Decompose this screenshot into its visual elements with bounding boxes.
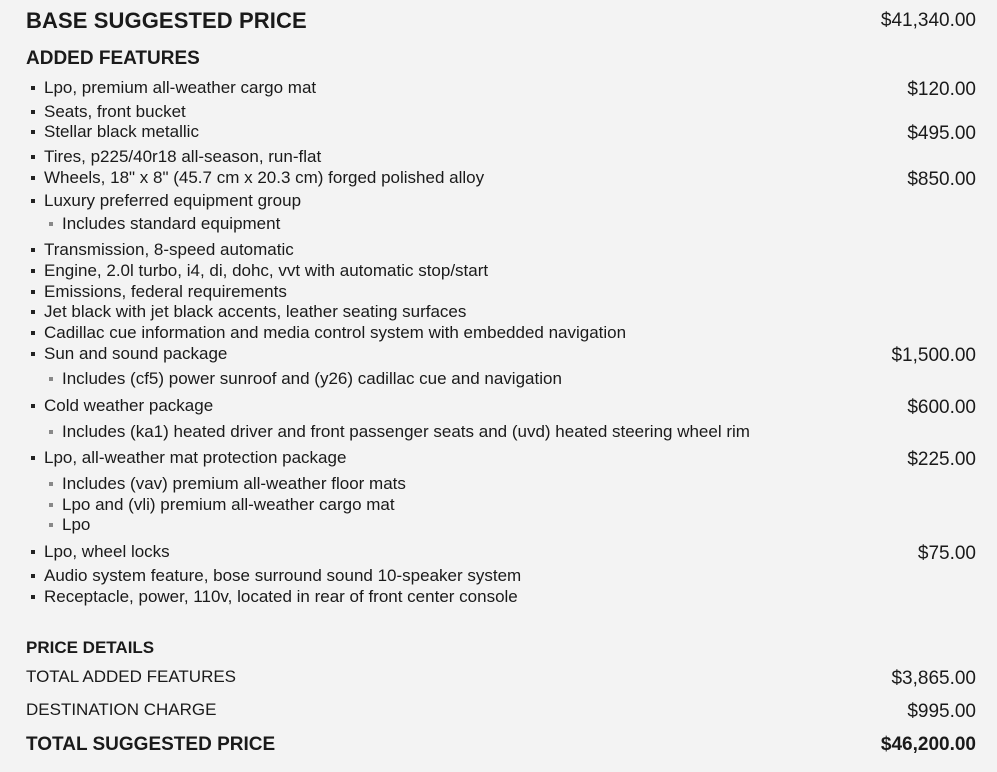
total-label: TOTAL SUGGESTED PRICE	[26, 734, 276, 755]
feature-item	[0, 191, 997, 213]
feature-item	[0, 78, 997, 100]
bullet-icon	[31, 130, 35, 134]
feature-sublabel: Includes standard equipment	[62, 214, 281, 233]
bullet-icon	[31, 456, 35, 460]
feature-sublabel: Includes (vav) premium all-weather floor mats	[62, 474, 406, 493]
feature-price: $495.00	[907, 123, 976, 144]
sub-bullet-icon	[49, 523, 53, 527]
total-added-label: TOTAL ADDED FEATURES	[26, 667, 237, 686]
bullet-icon	[31, 550, 35, 554]
feature-label: Stellar black metallic	[44, 122, 199, 141]
feature-label: Lpo, all-weather mat protection package	[44, 448, 347, 467]
base-price-row	[0, 8, 997, 36]
feature-subitem	[0, 495, 997, 517]
sub-bullet-icon	[49, 222, 53, 226]
destination-label: DESTINATION CHARGE	[26, 700, 217, 719]
feature-item	[0, 282, 997, 304]
feature-item	[0, 261, 997, 283]
feature-item	[0, 566, 997, 588]
bullet-icon	[31, 110, 35, 114]
feature-label: Tires, p225/40r18 all-season, run-flat	[44, 147, 322, 166]
feature-item	[0, 323, 997, 345]
feature-price: $850.00	[907, 169, 976, 190]
total-row	[0, 733, 997, 761]
feature-label: Lpo, premium all-weather cargo mat	[44, 78, 317, 97]
bullet-icon	[31, 155, 35, 159]
feature-label: Transmission, 8-speed automatic	[44, 240, 294, 259]
feature-label: Sun and sound package	[44, 344, 228, 363]
feature-subitem	[0, 474, 997, 496]
added-features-title: ADDED FEATURES	[26, 48, 200, 69]
base-price-title: BASE SUGGESTED PRICE	[26, 8, 307, 33]
feature-label: Luxury preferred equipment group	[44, 191, 302, 210]
bullet-icon	[31, 248, 35, 252]
bullet-icon	[31, 404, 35, 408]
feature-item	[0, 102, 997, 124]
sub-bullet-icon	[49, 430, 53, 434]
feature-label: Wheels, 18" x 8" (45.7 cm x 20.3 cm) forged polished alloy	[44, 168, 485, 187]
feature-subitem	[0, 422, 997, 444]
feature-item	[0, 147, 997, 169]
feature-subitem	[0, 369, 997, 391]
feature-item	[0, 302, 997, 324]
feature-label: Audio system feature, bose surround sound 10-speaker system	[44, 566, 522, 585]
feature-price: $75.00	[917, 543, 976, 564]
feature-label: Lpo, wheel locks	[44, 542, 170, 561]
feature-item	[0, 344, 997, 366]
sub-bullet-icon	[49, 377, 53, 381]
feature-subitem	[0, 515, 997, 537]
feature-sublabel: Includes (cf5) power sunroof and (y26) cadillac cue and navigation	[62, 369, 562, 388]
destination-row	[0, 699, 997, 725]
feature-item	[0, 396, 997, 418]
price-details-title: PRICE DETAILS	[26, 638, 155, 657]
destination-value: $995.00	[907, 701, 976, 722]
feature-label: Cold weather package	[44, 396, 214, 415]
bullet-icon	[31, 310, 35, 314]
feature-price: $1,500.00	[891, 345, 976, 366]
feature-sublabel: Lpo and (vli) premium all-weather cargo mat	[62, 495, 395, 514]
feature-item	[0, 168, 997, 190]
feature-label: Engine, 2.0l turbo, i4, di, dohc, vvt with automatic stop/start	[44, 261, 489, 280]
bullet-icon	[31, 290, 35, 294]
feature-price: $225.00	[907, 449, 976, 470]
feature-price: $600.00	[907, 397, 976, 418]
bullet-icon	[31, 269, 35, 273]
bullet-icon	[31, 595, 35, 599]
feature-label: Jet black with jet black accents, leather seating surfaces	[44, 302, 467, 321]
sub-bullet-icon	[49, 482, 53, 486]
feature-label: Emissions, federal requirements	[44, 282, 287, 301]
feature-item	[0, 542, 997, 564]
feature-label: Seats, front bucket	[44, 102, 186, 121]
total-value: $46,200.00	[880, 734, 976, 755]
base-price-value: $41,340.00	[880, 10, 976, 31]
total-added-row	[0, 666, 997, 692]
feature-sublabel: Lpo	[62, 515, 91, 534]
feature-subitem	[0, 214, 997, 236]
bullet-icon	[31, 352, 35, 356]
feature-label: Cadillac cue information and media control system with embedded navigation	[44, 323, 627, 342]
bullet-icon	[31, 176, 35, 180]
feature-sublabel: Includes (ka1) heated driver and front passenger seats and (uvd) heated steering wheel rim	[62, 422, 750, 441]
feature-item	[0, 448, 997, 470]
bullet-icon	[31, 86, 35, 90]
bullet-icon	[31, 574, 35, 578]
feature-label: Receptacle, power, 110v, located in rear of front center console	[44, 587, 518, 606]
feature-item	[0, 122, 997, 144]
bullet-icon	[31, 199, 35, 203]
feature-price: $120.00	[907, 79, 976, 100]
sub-bullet-icon	[49, 503, 53, 507]
feature-item	[0, 240, 997, 262]
total-added-value: $3,865.00	[891, 668, 976, 689]
bullet-icon	[31, 331, 35, 335]
feature-item	[0, 587, 997, 609]
